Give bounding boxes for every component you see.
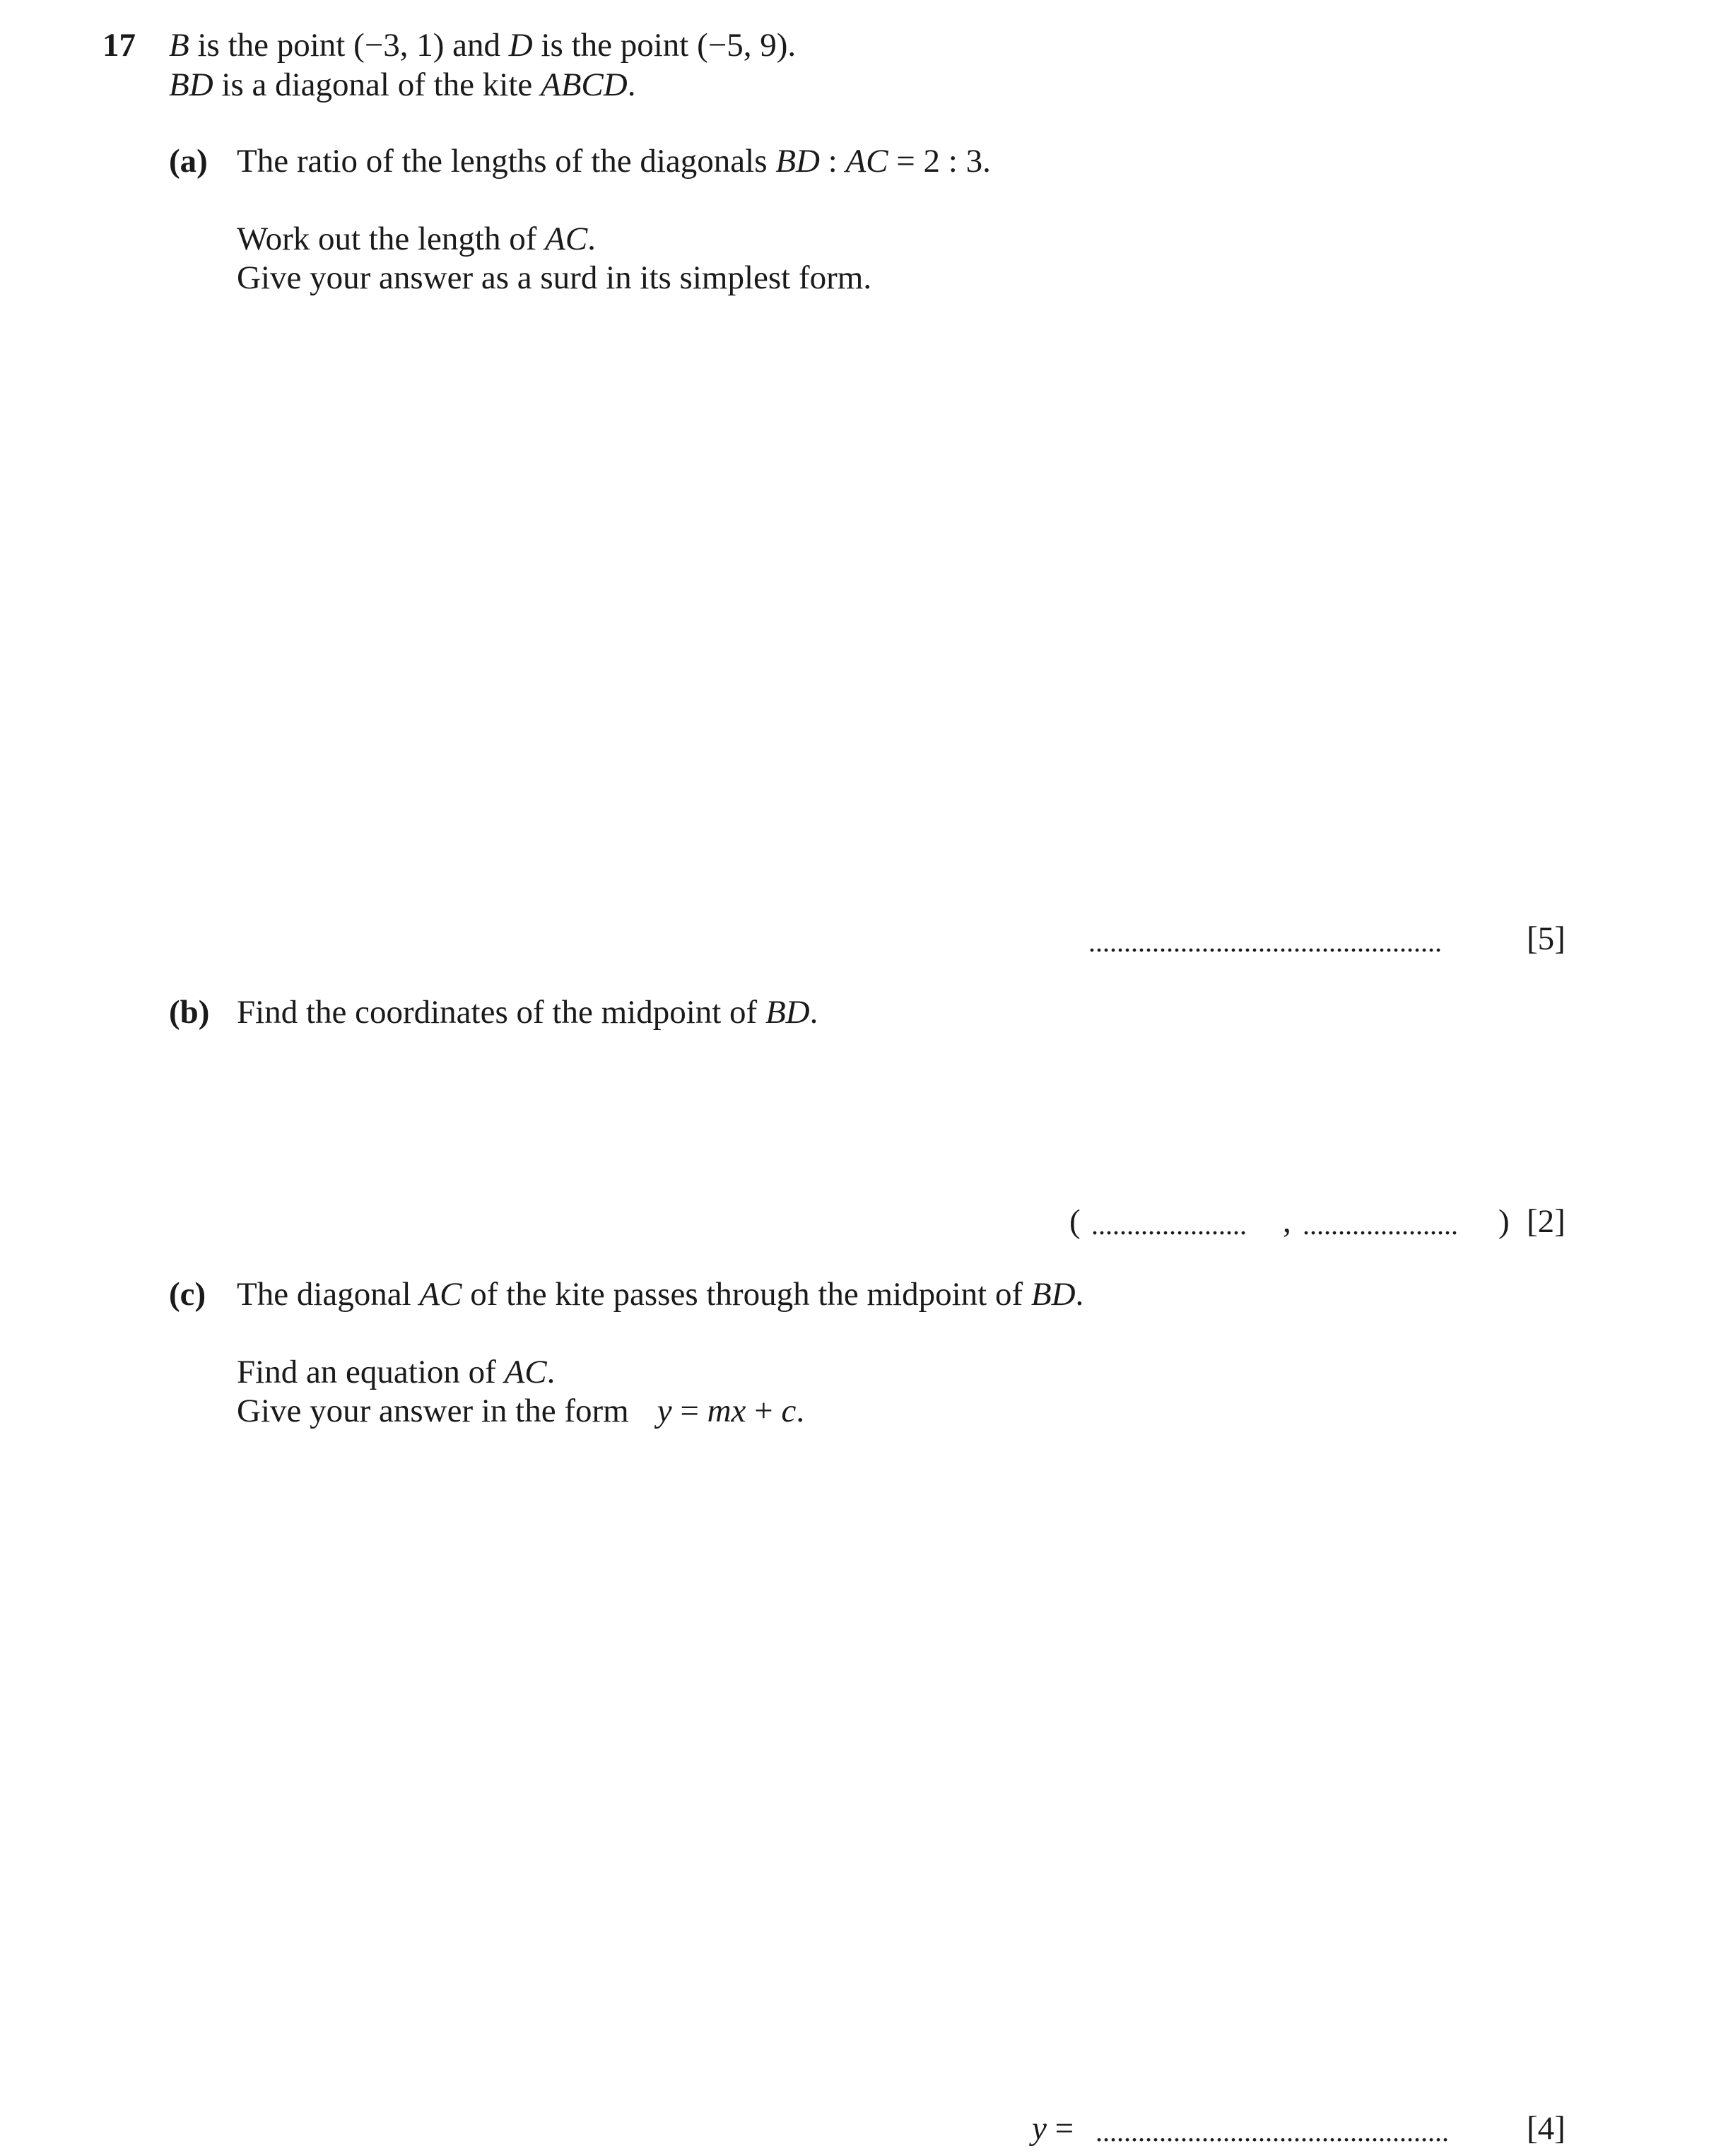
part-b-text: . — [809, 994, 818, 1031]
equation-plus: + — [746, 1393, 782, 1429]
part-b-label: (b) — [169, 994, 210, 1031]
part-c-line-1 — [237, 1275, 1083, 1314]
intro-text: is the point (−3, 1) and — [189, 27, 509, 64]
part-b-x-answer-line[interactable]: ...................... — [1091, 1209, 1247, 1241]
equation-y: y — [657, 1393, 672, 1429]
part-c-answer-line[interactable]: .................................................. — [1096, 2116, 1449, 2148]
part-b-text: Find the coordinates of the midpoint of — [237, 994, 765, 1031]
equation-c: c — [781, 1393, 797, 1429]
answer-y: y — [1032, 2110, 1047, 2147]
ac-label: AC — [545, 221, 588, 257]
part-b-marks: [2] — [1527, 1203, 1566, 1240]
part-b-close-paren: ) — [1498, 1203, 1510, 1240]
intro-text: . — [627, 66, 636, 103]
answer-equals: = — [1046, 2110, 1074, 2147]
bd-label: BD — [765, 994, 810, 1031]
part-a-line-2 — [237, 219, 596, 259]
part-a-label: (a) — [169, 143, 208, 180]
equation-equals: = — [671, 1393, 707, 1429]
part-c-text: . — [546, 1354, 556, 1390]
part-c-text: Find an equation of — [237, 1354, 505, 1390]
part-c-text: The diagonal — [237, 1276, 420, 1313]
intro-line-1 — [169, 25, 796, 65]
diagonal-bd-label: BD — [169, 66, 213, 103]
part-c-line-3 — [237, 1391, 804, 1431]
part-c-text: . — [1075, 1276, 1084, 1313]
equation-dot: . — [796, 1393, 805, 1429]
intro-text: is a diagonal of the kite — [213, 66, 541, 103]
part-b-open-paren: ( — [1069, 1203, 1081, 1240]
intro-text: is the point (−5, 9). — [532, 27, 797, 64]
point-d-label: D — [508, 27, 533, 64]
part-a-answer-line[interactable]: .................................................. — [1088, 926, 1442, 958]
part-a-text: : — [819, 143, 846, 180]
part-a-marks: [5] — [1527, 920, 1566, 957]
part-a-text: = 2 : 3. — [888, 143, 991, 180]
part-c-line-2 — [237, 1352, 555, 1392]
part-c-text: Give your answer in the form — [237, 1393, 629, 1429]
part-a-line-3: Give your answer as a surd in its simplest form. — [237, 259, 872, 296]
bd-label: BD — [775, 143, 820, 180]
part-b-line-1 — [237, 992, 818, 1032]
point-b-label: B — [169, 27, 189, 64]
part-a-line-1 — [237, 141, 991, 181]
part-c-label: (c) — [169, 1276, 206, 1313]
ac-label: AC — [504, 1354, 547, 1390]
part-c-answer-prefix — [1032, 2109, 1074, 2148]
part-a-text: Work out the length of — [237, 221, 546, 257]
part-b-comma: , — [1283, 1203, 1291, 1240]
part-b-y-answer-line[interactable]: ...................... — [1303, 1209, 1458, 1241]
part-a-text: . — [587, 221, 596, 257]
part-a-text: The ratio of the lengths of the diagonals — [237, 143, 776, 180]
question-number: 17 — [102, 27, 136, 64]
kite-abcd-label: ABCD — [541, 66, 628, 103]
bd-label: BD — [1030, 1276, 1076, 1313]
part-c-marks: [4] — [1527, 2110, 1566, 2147]
equation-mx: mx — [707, 1393, 746, 1429]
ac-label: AC — [845, 143, 888, 180]
intro-line-2 — [169, 65, 635, 105]
part-c-text: of the kite passes through the midpoint of — [462, 1276, 1031, 1313]
ac-label: AC — [419, 1276, 462, 1313]
